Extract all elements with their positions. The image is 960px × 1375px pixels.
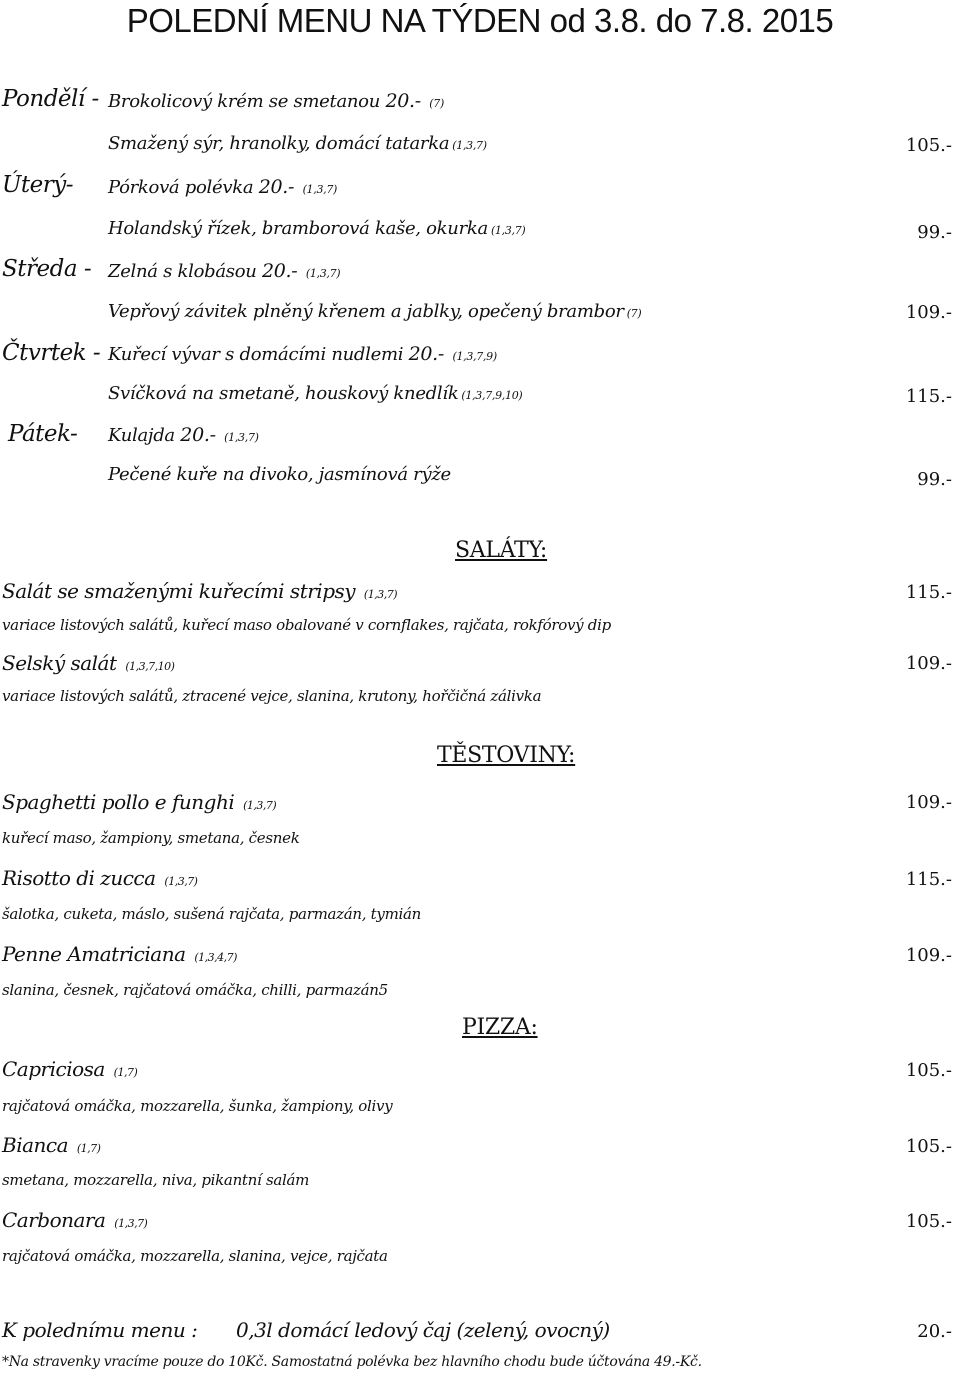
item-description: rajčatová omáčka, mozzarella, šunka, žampiony, olivy [2,1097,393,1115]
item-name-text: Bianca [2,1133,69,1157]
item-name-text: Capriciosa [2,1057,105,1081]
footer-label: K polednímu menu : [2,1318,198,1342]
main-name: Vepřový závitek plněný křenem a jablky, opečený brambor [108,301,624,322]
soup-name: Kuřecí vývar s domácími nudlemi [108,344,404,365]
price-wednesday: 109.- [905,302,952,323]
day-label-friday: Pátek- [8,421,78,447]
item-name-text: Selský salát [2,651,117,675]
price-friday: 99.- [917,469,952,490]
allergens: (7) [429,97,444,110]
day-label-wednesday: Středa - [2,256,92,282]
item-description: kuřecí maso, žampiony, smetana, česnek [2,829,300,847]
main-monday [108,133,487,154]
soup-wednesday [108,260,340,282]
allergens: (1,3,7,10) [125,660,175,673]
main-wednesday [108,301,641,322]
section-title-pizza: PIZZA: [462,1015,538,1040]
soup-name: Zelná s klobásou [108,261,257,282]
main-name: Svíčková na smetaně, houskový knedlík [108,383,459,404]
allergens: (7) [626,307,642,320]
soup-price: 20.- [180,424,216,446]
soup-name: Kulajda [108,425,175,446]
item-name [2,942,237,966]
soup-thursday [108,343,497,365]
allergens: (1,3,7) [243,799,277,812]
item-description: variace listových salátů, ztracené vejce, slanina, krutony, hořčičná zálivka [2,687,542,705]
section-title-salads: SALÁTY: [455,538,548,563]
soup-friday [108,424,259,446]
footer-drink: 0,3l domácí ledový čaj (zelený, ovocný) [236,1318,610,1342]
item-price: 109.- [905,792,952,813]
allergens: (1,3,7) [363,588,397,601]
day-label-tuesday: Úterý- [2,172,73,198]
soup-price: 20.- [261,260,298,282]
item-name [2,866,197,890]
item-description: slanina, česnek, rajčatová omáčka, chilli, parmazán5 [2,981,388,999]
page-title: POLEDNÍ MENU NA TÝDEN od 3.8. do 7.8. 2015 [126,2,834,39]
main-name: Pečené kuře na divoko, jasmínová rýže [108,464,451,485]
price-thursday: 115.- [905,386,952,407]
footer-note: *Na stravenky vracíme pouze do 10Kč. Samostatná polévka bez hlavního chodu bude účtována 49.-Kč. [2,1354,702,1370]
allergens: (1,3,7,9,10) [461,389,523,402]
item-name-text: Salát se smaženými kuřecími stripsy [2,579,356,603]
allergens: (1,7) [76,1142,101,1155]
item-price: 115.- [905,869,952,890]
allergens: (1,3,7) [490,224,526,237]
allergens: (1,3,7) [452,139,487,152]
price-tuesday: 99.- [917,222,952,243]
main-name: Smažený sýr, hranolky, domácí tatarka [108,133,450,154]
item-name [2,1133,100,1157]
soup-name: Brokolicový krém se smetanou [108,91,381,112]
allergens: (1,7) [113,1066,138,1079]
item-name [2,579,397,603]
footer-price: 20.- [917,1321,952,1342]
soup-tuesday [108,176,337,198]
allergens: (1,3,7) [164,875,198,888]
item-description: šalotka, cuketa, máslo, sušená rajčata, parmazán, tymián [2,905,421,923]
item-name-text: Penne Amatriciana [2,942,186,966]
allergens: (1,3,7) [302,183,338,196]
item-name-text: Spaghetti pollo e funghi [2,790,235,814]
item-description: rajčatová omáčka, mozzarella, slanina, vejce, rajčata [2,1247,388,1265]
soup-price: 20.- [408,343,445,365]
item-price: 105.- [905,1060,952,1081]
soup-monday [108,90,444,112]
item-price: 105.- [905,1136,952,1157]
item-name-text: Risotto di zucca [2,866,156,890]
soup-price: 20.- [258,176,295,198]
item-description: smetana, mozzarella, niva, pikantní salám [2,1171,310,1189]
item-name-text: Carbonara [2,1208,106,1232]
item-price: 109.- [905,945,952,966]
item-name [2,790,276,814]
item-name [2,651,174,675]
main-friday [108,464,454,485]
item-price: 109.- [905,653,952,674]
soup-name: Pórková polévka [108,177,254,198]
main-thursday [108,383,522,404]
soup-price: 20.- [385,90,421,112]
item-name [2,1057,137,1081]
item-price: 105.- [905,1211,952,1232]
allergens: (1,3,4,7) [194,951,237,964]
day-label-monday: Pondělí - [2,86,99,112]
main-name: Holandský řízek, bramborová kaše, okurka [108,218,488,239]
price-monday: 105.- [905,135,952,156]
item-name [2,1208,147,1232]
item-price: 115.- [905,582,952,603]
allergens: (1,3,7,9) [452,350,497,363]
item-description: variace listových salátů, kuřecí maso obalované v cornflakes, rajčata, rokfórový dip [2,616,611,634]
allergens: (1,3,7) [114,1217,148,1230]
allergens: (1,3,7) [224,431,259,444]
section-title-pasta: TĚSTOVINY: [437,743,576,768]
day-label-thursday: Čtvrtek - [2,340,101,366]
allergens: (1,3,7) [305,267,341,280]
main-tuesday [108,218,525,239]
